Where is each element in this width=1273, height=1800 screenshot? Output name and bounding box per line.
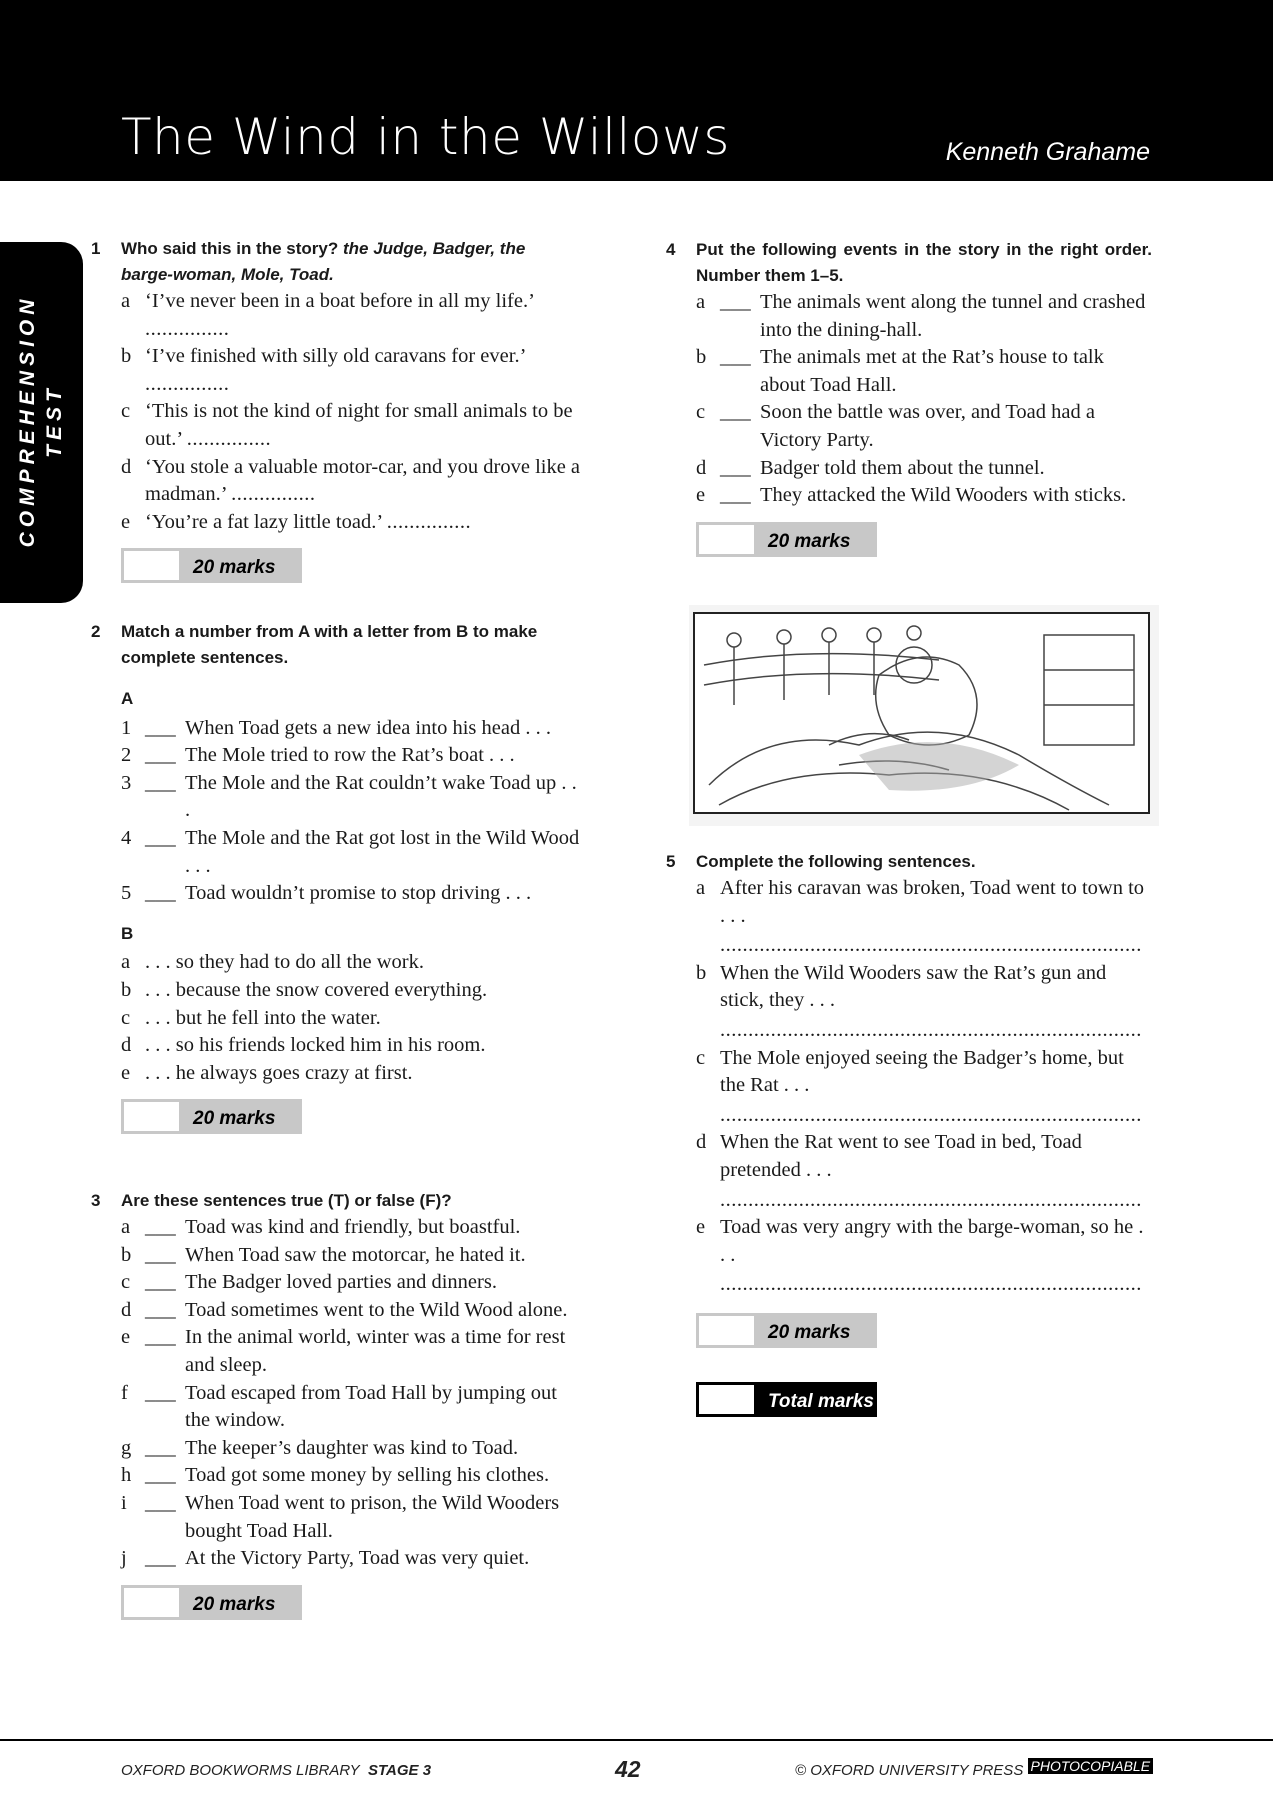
marks-box: 20 marks bbox=[121, 1585, 302, 1620]
illustration-toad-in-bed bbox=[689, 605, 1159, 826]
item-letter: a bbox=[121, 1216, 131, 1238]
photocopiable-badge: PHOTOCOPIABLE bbox=[1028, 1758, 1154, 1774]
item-text: When the Wild Wooders saw the Rat’s gun and stick, they . . . bbox=[720, 961, 1107, 1012]
list-item bbox=[121, 1380, 581, 1435]
answer-line bbox=[145, 316, 581, 344]
item-text: The Mole tried to row the Rat’s boat . . . bbox=[185, 744, 515, 767]
item-text: In the animal world, winter was a time for rest and sleep. bbox=[185, 1326, 566, 1376]
question-3-prompt: 3 Are these sentences true (T) or false (F)? bbox=[91, 1191, 452, 1210]
list-item bbox=[121, 742, 581, 770]
item-letter: e bbox=[696, 484, 706, 507]
answer-blank[interactable]: ___ bbox=[145, 1298, 176, 1321]
item-letter: 2 bbox=[121, 744, 132, 767]
item-text: The Mole and the Rat couldn’t wake Toad up . . . bbox=[185, 771, 577, 822]
list-item bbox=[121, 880, 581, 908]
item-text: When Toad saw the motorcar, he hated it. bbox=[185, 1243, 526, 1266]
item-letter: b bbox=[696, 961, 707, 984]
item-letter: b bbox=[121, 345, 132, 368]
quote-text: ‘You’re a fat lazy little toad.’ bbox=[145, 510, 382, 533]
item-letter: a bbox=[696, 291, 706, 313]
answer-blank[interactable]: ___ bbox=[145, 771, 176, 794]
total-score-input[interactable] bbox=[699, 1385, 754, 1414]
list-item bbox=[121, 1269, 581, 1297]
item-letter: b bbox=[121, 1243, 132, 1266]
quote-text: ‘I’ve finished with silly old caravans for ever.’ bbox=[145, 345, 527, 368]
footer-series: OXFORD BOOKWORMS LIBRARY STAGE 3 bbox=[121, 1762, 432, 1779]
item-text: Soon the battle was over, and Toad had a Victory Party. bbox=[760, 401, 1095, 451]
item-letter: d bbox=[696, 1131, 707, 1154]
item-letter: c bbox=[121, 1006, 131, 1029]
item-letter: d bbox=[121, 1034, 132, 1057]
quote-text: ‘You stole a valuable motor-car, and you drove like a madman.’ bbox=[145, 455, 581, 506]
item-letter: c bbox=[121, 400, 131, 423]
item-letter: b bbox=[696, 346, 707, 369]
item-text: Badger told them about the tunnel. bbox=[760, 456, 1045, 479]
item-letter: c bbox=[696, 1046, 706, 1069]
question-2 bbox=[91, 619, 581, 1134]
list-item bbox=[121, 715, 581, 743]
item-text: Toad sometimes went to the Wild Wood alone. bbox=[185, 1298, 568, 1321]
item-letter: e bbox=[696, 1216, 706, 1239]
list-a-label: A bbox=[121, 689, 134, 708]
footer-copyright: © OXFORD UNIVERSITY PRESS PHOTOCOPIABLE bbox=[795, 1762, 1153, 1779]
question-4 bbox=[666, 237, 1152, 557]
item-text: Toad got some money by selling his clothes. bbox=[185, 1464, 550, 1487]
answer-blank[interactable]: ___ bbox=[145, 1216, 176, 1238]
item-letter: e bbox=[121, 510, 131, 533]
answer-dots[interactable]: ............... bbox=[186, 427, 272, 450]
answer-blank[interactable]: ___ bbox=[145, 1271, 176, 1294]
answer-line bbox=[145, 371, 581, 399]
list-item bbox=[696, 399, 1152, 454]
answer-blank[interactable]: ___ bbox=[145, 1436, 176, 1459]
item-text: When Toad went to prison, the Wild Wooders bought Toad Hall. bbox=[185, 1491, 560, 1542]
list-item bbox=[121, 398, 581, 453]
item-letter: e bbox=[121, 1326, 131, 1349]
item-letter: d bbox=[121, 455, 132, 478]
item-text: When Toad gets a new idea into his head . . . bbox=[185, 716, 551, 739]
answer-blank[interactable]: ___ bbox=[145, 1326, 176, 1349]
answer-dots[interactable]: ............... bbox=[231, 483, 316, 506]
list-item bbox=[121, 509, 581, 537]
item-text: After his caravan was broken, Toad went to town to . . . bbox=[720, 877, 1145, 927]
list-item bbox=[121, 1214, 581, 1242]
answer-blank[interactable]: ___ bbox=[720, 291, 751, 313]
item-letter: a bbox=[696, 877, 706, 899]
list-item bbox=[121, 1297, 581, 1325]
list-item bbox=[121, 949, 581, 977]
item-text: At the Victory Party, Toad was very quiet. bbox=[185, 1547, 530, 1570]
list-item bbox=[121, 288, 581, 343]
item-letter: g bbox=[121, 1436, 132, 1459]
list-item bbox=[696, 1045, 1152, 1130]
item-letter: 1 bbox=[121, 716, 132, 739]
list-item bbox=[121, 343, 581, 398]
answer-line[interactable]: ........................................................................... bbox=[720, 1103, 1142, 1126]
answer-line[interactable]: ........................................................................... bbox=[720, 1273, 1142, 1296]
quote-text: ‘This is not the kind of night for small animals to be out.’ bbox=[145, 400, 573, 450]
list-item bbox=[696, 289, 1152, 344]
answer-blank[interactable]: ___ bbox=[720, 456, 751, 479]
score-input[interactable] bbox=[124, 1588, 179, 1617]
answer-dots[interactable]: ............... bbox=[145, 317, 230, 340]
answer-blank[interactable]: ___ bbox=[720, 401, 751, 424]
marks-box: 20 marks bbox=[121, 548, 302, 583]
item-letter: d bbox=[121, 1298, 132, 1321]
list-item bbox=[696, 960, 1152, 1045]
item-letter: 3 bbox=[121, 771, 132, 794]
list-item bbox=[121, 1490, 581, 1545]
list-item bbox=[121, 1324, 581, 1379]
item-letter: f bbox=[121, 1381, 128, 1404]
answer-dots[interactable]: ............... bbox=[386, 510, 472, 533]
item-text: . . . he always goes crazy at first. bbox=[145, 1061, 413, 1084]
score-input[interactable] bbox=[124, 551, 179, 580]
list-item bbox=[696, 455, 1152, 483]
item-text: The Badger loved parties and dinners. bbox=[185, 1271, 497, 1294]
item-text: Toad was kind and friendly, but boastful. bbox=[185, 1216, 521, 1238]
page-title: The Wind in the Willows bbox=[121, 108, 730, 166]
list-item bbox=[121, 1242, 581, 1270]
item-letter: h bbox=[121, 1464, 132, 1487]
item-text: When the Rat went to see Toad in bed, Toad pretended . . . bbox=[720, 1131, 1082, 1181]
item-text: They attacked the Wild Wooders with sticks. bbox=[760, 484, 1127, 507]
answer-blank[interactable]: ___ bbox=[145, 1491, 176, 1514]
item-text: The keeper’s daughter was kind to Toad. bbox=[185, 1436, 519, 1459]
list-item bbox=[121, 1032, 581, 1060]
answer-blank[interactable]: ___ bbox=[145, 716, 176, 739]
answer-blank[interactable]: ___ bbox=[145, 1464, 176, 1487]
score-input[interactable] bbox=[699, 1316, 754, 1345]
item-text: The animals went along the tunnel and crashed into the dining-hall. bbox=[760, 291, 1146, 341]
list-item bbox=[121, 1435, 581, 1463]
answer-line[interactable]: ........................................................................... bbox=[720, 934, 1142, 957]
list-item bbox=[121, 1462, 581, 1490]
list-item bbox=[696, 344, 1152, 399]
item-text: Toad escaped from Toad Hall by jumping out the window. bbox=[185, 1381, 557, 1432]
quote-text: ‘I’ve never been in a boat before in all my life.’ bbox=[145, 290, 535, 312]
answer-blank[interactable]: ___ bbox=[145, 1243, 176, 1266]
answer-blank[interactable]: ___ bbox=[720, 346, 751, 369]
item-letter: j bbox=[121, 1547, 127, 1570]
answer-blank[interactable]: ___ bbox=[720, 484, 751, 507]
question-3 bbox=[91, 1188, 581, 1620]
item-letter: 4 bbox=[121, 826, 132, 849]
item-text: The animals met at the Rat’s house to talk about Toad Hall. bbox=[760, 346, 1104, 396]
question-1 bbox=[91, 236, 581, 583]
item-letter: a bbox=[121, 951, 131, 974]
item-text: Toad was very angry with the barge-woman, so he . . . bbox=[720, 1216, 1144, 1266]
item-letter: e bbox=[121, 1061, 131, 1084]
page-header bbox=[0, 0, 1273, 181]
item-letter: 5 bbox=[121, 882, 132, 905]
list-item bbox=[696, 1214, 1152, 1299]
marks-box: 20 marks bbox=[696, 522, 877, 557]
question-5 bbox=[666, 849, 1152, 1417]
item-letter: i bbox=[121, 1491, 127, 1514]
list-item bbox=[121, 770, 581, 825]
answer-blank[interactable]: ___ bbox=[145, 826, 176, 849]
item-text: Toad wouldn’t promise to stop driving . . . bbox=[185, 882, 532, 905]
item-text: . . . but he fell into the water. bbox=[145, 1006, 381, 1029]
answer-blank[interactable]: ___ bbox=[145, 1547, 176, 1570]
list-b-label: B bbox=[121, 923, 134, 943]
item-text: The Mole and the Rat got lost in the Wild Wood . . . bbox=[185, 826, 580, 877]
list-item bbox=[121, 825, 581, 880]
item-text: The Mole enjoyed seeing the Badger’s home, but the Rat . . . bbox=[720, 1046, 1124, 1097]
question-5-prompt: 5 Complete the following sentences. bbox=[666, 852, 976, 871]
total-marks-box: Total marks bbox=[696, 1382, 877, 1417]
question-4-prompt: 4 Put the following events in the story in the right order. Number them 1–5. bbox=[666, 240, 1152, 285]
item-letter: c bbox=[696, 401, 706, 424]
answer-blank[interactable]: ___ bbox=[145, 882, 176, 905]
item-letter: a bbox=[121, 290, 131, 312]
score-input[interactable] bbox=[699, 525, 754, 554]
question-1-prompt: 1 Who said this in the story? the Judge, Badger, the barge-woman, Mole, Toad. bbox=[91, 239, 526, 284]
list-item bbox=[121, 1545, 581, 1573]
footer-rule bbox=[0, 1739, 1273, 1741]
item-letter: d bbox=[696, 456, 707, 479]
answer-blank[interactable]: ___ bbox=[145, 744, 176, 767]
marks-box: 20 marks bbox=[121, 1099, 302, 1134]
list-item bbox=[696, 1129, 1152, 1214]
list-item bbox=[121, 1060, 581, 1088]
marks-box: 20 marks bbox=[696, 1313, 877, 1348]
list-item bbox=[696, 875, 1152, 960]
answer-blank[interactable]: ___ bbox=[145, 1381, 176, 1404]
page-number: 42 bbox=[615, 1756, 641, 1782]
list-item bbox=[121, 1005, 581, 1033]
score-input[interactable] bbox=[124, 1102, 179, 1131]
item-text: . . . because the snow covered everything. bbox=[145, 978, 488, 1001]
answer-line[interactable]: ........................................................................... bbox=[720, 1188, 1142, 1211]
answer-dots[interactable]: ............... bbox=[145, 372, 230, 395]
list-item bbox=[121, 454, 581, 509]
list-item bbox=[696, 482, 1152, 510]
side-tab-label: COMPREHENSION TEST bbox=[16, 294, 66, 548]
item-text: . . . so his friends locked him in his room. bbox=[145, 1034, 486, 1057]
list-item bbox=[121, 977, 581, 1005]
answer-line[interactable]: ........................................................................... bbox=[720, 1018, 1142, 1041]
item-letter: b bbox=[121, 978, 132, 1001]
question-2-prompt: 2 Match a number from A with a letter from B to make complete sentences. bbox=[91, 622, 538, 667]
author: Kenneth Grahame bbox=[945, 138, 1150, 166]
item-text: . . . so they had to do all the work. bbox=[145, 951, 424, 974]
item-letter: c bbox=[121, 1271, 131, 1294]
